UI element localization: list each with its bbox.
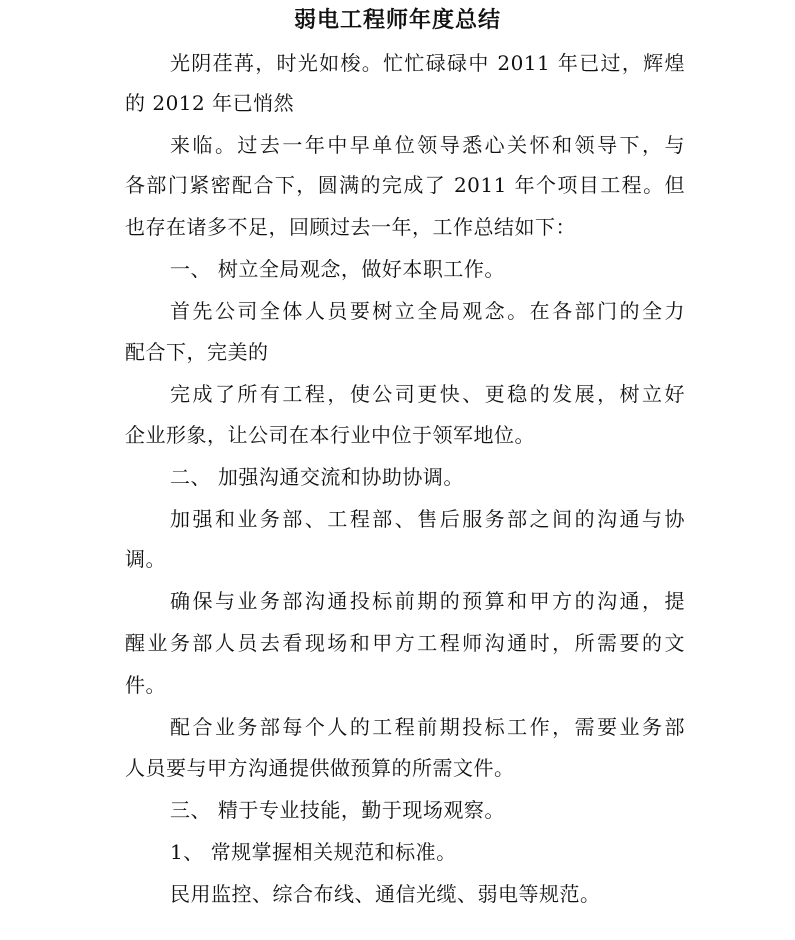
paragraph-line: 配合业务部每个人的工程前期投标工作，需要业务部 xyxy=(170,715,685,739)
paragraph-line: 首先公司全体人员要树立全局观念。在各部门的全力 xyxy=(170,299,685,323)
subsection-heading: 1、 常规掌握相关规范和标准。 xyxy=(170,840,457,864)
paragraph-line: 民用监控、综合布线、通信光缆、弱电等规范。 xyxy=(170,882,601,906)
paragraph-line: 完成了所有工程，使公司更快、更稳的发展，树立好 xyxy=(170,382,685,406)
paragraph-line: 各部门紧密配合下，圆满的完成了 2011 年个项目工程。但 xyxy=(125,173,685,197)
paragraph-line: 加强和业务部、工程部、售后服务部之间的沟通与协 xyxy=(170,507,685,531)
paragraph-line: 调。 xyxy=(125,547,166,571)
paragraph-line: 来临。过去一年中早单位领导悉心关怀和领导下，与 xyxy=(170,133,685,157)
paragraph-line: 配合下，完美的 xyxy=(125,340,269,364)
paragraph-line: 企业形象，让公司在本行业中位于领军地位。 xyxy=(125,423,535,447)
paragraph-line: 人员要与甲方沟通提供做预算的所需文件。 xyxy=(125,756,515,780)
paragraph-line: 的 2012 年已悄然 xyxy=(125,91,295,115)
paragraph-line: 光阴荏苒，时光如梭。忙忙碌碌中 2011 年已过，辉煌 xyxy=(170,51,685,75)
paragraph-line: 件。 xyxy=(125,673,166,697)
paragraph-line: 醒业务部人员去看现场和甲方工程师沟通时，所需要的文 xyxy=(125,631,685,655)
document-title: 弱电工程师年度总结 xyxy=(293,8,501,33)
section-heading: 一、 树立全局观念，做好本职工作。 xyxy=(170,257,505,281)
paragraph-line: 也存在诸多不足，回顾过去一年，工作总结如下： xyxy=(125,215,576,239)
section-heading: 三、 精于专业技能，勤于现场观察。 xyxy=(170,798,505,822)
paragraph-line: 确保与业务部沟通投标前期的预算和甲方的沟通，提 xyxy=(170,589,685,613)
section-heading: 二、 加强沟通交流和协助协调。 xyxy=(170,465,464,489)
